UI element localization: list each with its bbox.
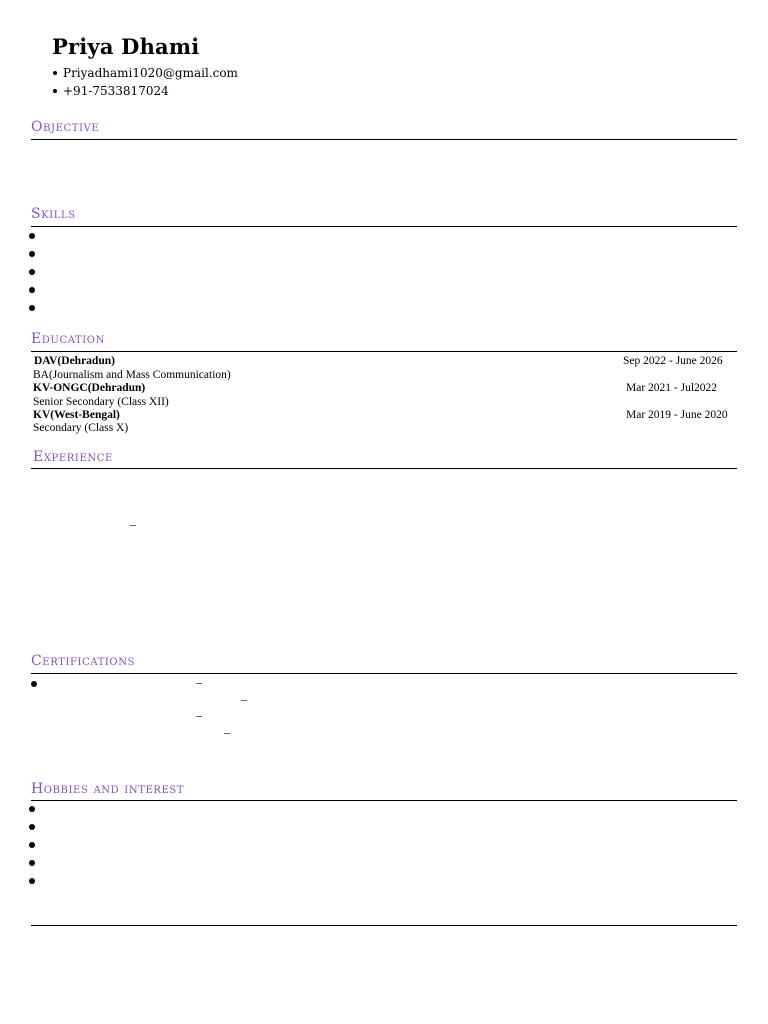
list-bullet <box>29 305 35 311</box>
list-bullet <box>31 681 37 687</box>
objective-heading: Objective <box>31 119 100 135</box>
list-bullet <box>29 842 35 848</box>
bullet-icon <box>53 89 57 93</box>
list-bullet <box>29 251 35 257</box>
section-divider <box>31 800 737 801</box>
certification-dash: – <box>224 725 230 739</box>
education-program: BA(Journalism and Mass Communication) <box>33 369 231 381</box>
experience-dash: – <box>130 517 136 531</box>
section-divider <box>31 468 737 469</box>
phone-text: +91-7533817024 <box>63 84 169 98</box>
list-bullet <box>29 233 35 239</box>
certifications-heading: Certifications <box>31 653 136 669</box>
education-dates: Mar 2021 - Jul2022 <box>626 382 718 394</box>
education-program: Senior Secondary (Class XII) <box>33 396 169 408</box>
phone-line <box>53 84 169 98</box>
education-dates: Mar 2019 - June 2020 <box>626 409 728 421</box>
list-bullet <box>29 287 35 293</box>
email-line <box>53 66 238 80</box>
list-bullet <box>29 860 35 866</box>
list-bullet <box>29 806 35 812</box>
email-text[interactable]: Priyadhami1020@gmail.com <box>63 66 238 80</box>
list-bullet <box>29 878 35 884</box>
section-divider <box>31 139 737 140</box>
footer-divider <box>31 925 737 926</box>
experience-heading: Experience <box>33 449 113 465</box>
education-institution: KV(West-Bengal) <box>33 409 120 421</box>
section-divider <box>31 351 737 352</box>
list-bullet <box>29 269 35 275</box>
section-divider <box>31 673 737 674</box>
candidate-name: Priya Dhami <box>52 34 200 59</box>
certification-dash: – <box>196 675 202 689</box>
education-dates: Sep 2022 - June 2026 <box>623 355 723 367</box>
certification-dash: – <box>241 692 247 706</box>
bullet-icon <box>53 71 57 75</box>
education-institution: DAV(Dehradun) <box>34 355 115 367</box>
education-program: Secondary (Class X) <box>33 422 129 434</box>
skills-heading: Skills <box>31 206 76 222</box>
section-divider <box>31 226 737 227</box>
education-heading: Education <box>31 331 105 347</box>
list-bullet <box>29 824 35 830</box>
education-institution: KV-ONGC(Dehradun) <box>33 382 146 394</box>
certification-dash: – <box>196 708 202 722</box>
hobbies-heading: Hobbies and interest <box>31 781 185 797</box>
